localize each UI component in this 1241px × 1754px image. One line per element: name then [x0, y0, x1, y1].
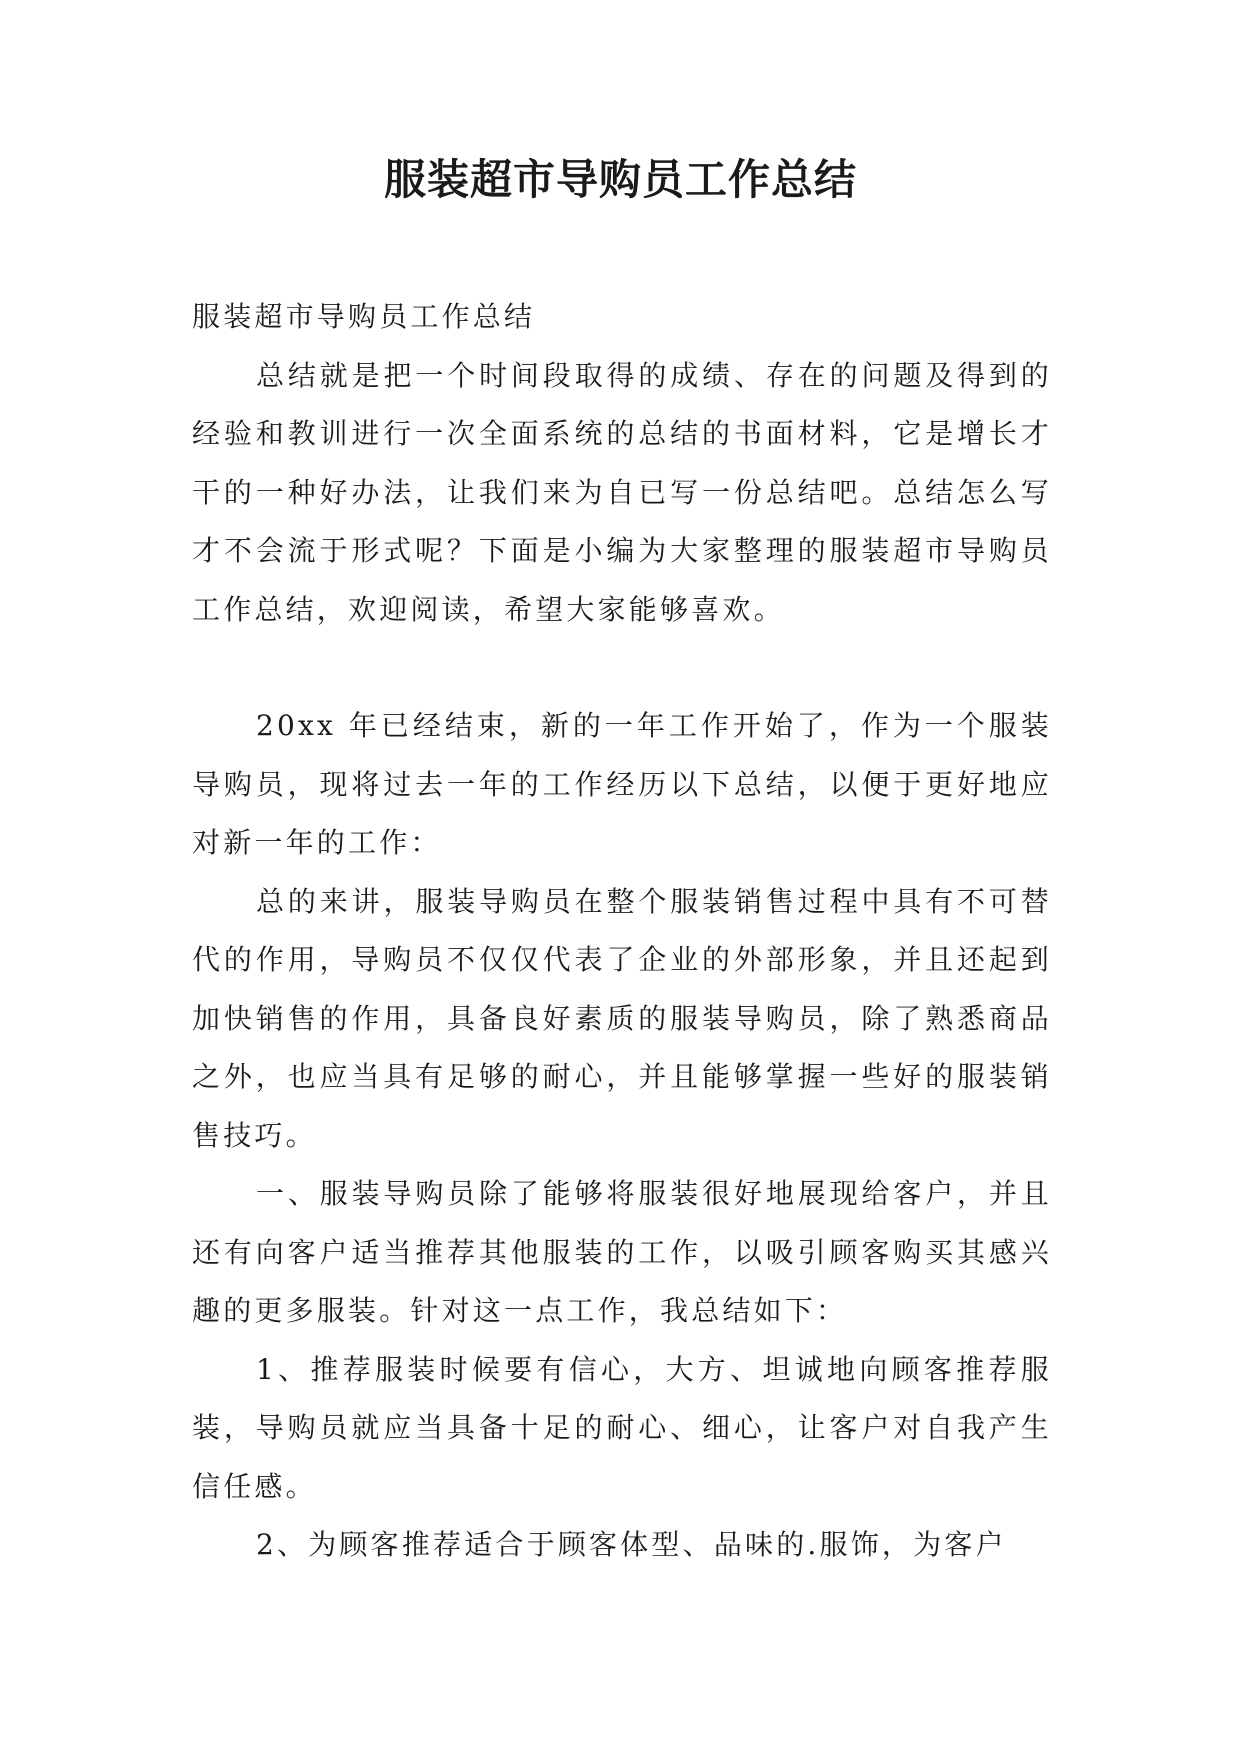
paragraph-year-summary: 20xx 年已经结束，新的一年工作开始了，作为一个服装导购员，现将过去一年的工作经历以下总结，以便于更好地应对新一年的工作： — [192, 709, 1052, 859]
document-body — [192, 288, 1052, 1575]
paragraph-overview: 总的来讲，服装导购员在整个服装销售过程中具有不可替代的作用，导购员不仅仅代表了企业的外部形象，并且还起到加快销售的作用，具备良好素质的服装导购员，除了熟悉商品之外，也应当具有足够的耐心，并且能够掌握一些好的服装销售技巧。 — [192, 884, 1052, 1152]
paragraph-section-one: 一、服装导购员除了能够将服装很好地展现给客户，并且还有向客户适当推荐其他服装的工作，以吸引顾客购买其感兴趣的更多服装。针对这一点工作，我总结如下： — [192, 1177, 1052, 1327]
document-title: 服装超市导购员工作总结 — [383, 155, 857, 204]
paragraph-gap — [192, 639, 1052, 697]
document-subtitle: 服装超市导购员工作总结 — [192, 300, 536, 333]
paragraph-item-one: 1、推荐服装时候要有信心，大方、坦诚地向顾客推荐服装，导购员就应当具备十足的耐心、细心，让客户对自我产生信任感。 — [192, 1352, 1052, 1503]
paragraph-item-two: 2、为顾客推荐适合于顾客体型、品味的.服饰，为客户 — [256, 1528, 1007, 1561]
paragraph-intro: 总结就是把一个时间段取得的成绩、存在的问题及得到的经验和教训进行一次全面系统的总结的书面材料，它是增长才干的一种好办法，让我们来为自已写一份总结吧。总结怎么写才不会流于形式呢？下面是小编为大家整理的服装超市导购员工作总结，欢迎阅读，希望大家能够喜欢。 — [192, 358, 1052, 626]
